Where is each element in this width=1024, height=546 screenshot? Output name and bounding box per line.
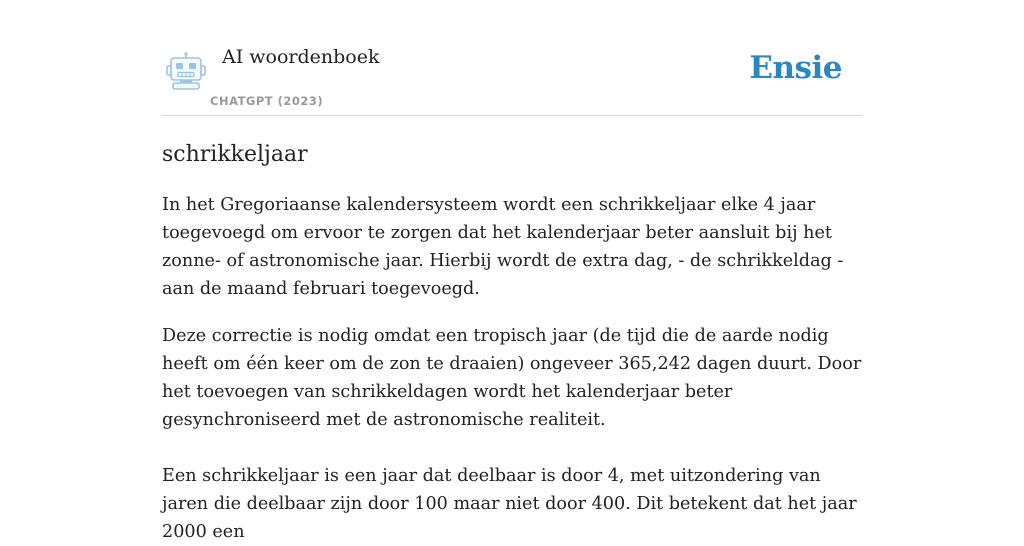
ensie-logo-link[interactable]: Ensie — [749, 50, 842, 86]
definition-paragraph: In het Gregoriaanse kalendersysteem wordt een schrikkeljaar elke 4 jaar toegevoegd om ervoor te zorgen dat het kalenderjaar beter aansluit bij het zonne- of astronomische jaar. Hierbij wordt de extra dag, - de schrikkeldag - aan de maand februari toegevoegd. — [162, 195, 844, 299]
definition-paragraph: Deze correctie is nodig omdat een tropisch jaar (de tijd die de aarde nodig heeft om één keer om de zon te draaien) ongeveer 365,242 dagen duurt. Door het toevoegen van schrikkeldagen wordt het kalenderjaar beter gesynchroniseerd met de astronomische realiteit. — [162, 326, 862, 430]
robot-icon — [166, 52, 206, 90]
header — [162, 0, 862, 116]
entry-definition — [162, 191, 862, 546]
source-name[interactable]: AI woordenboek — [222, 46, 380, 68]
content-container — [162, 0, 862, 546]
source-subtitle: CHATGPT (2023) — [210, 94, 324, 108]
definition-paragraph: Een schrikkeljaar is een jaar dat deelbaar is door 4, met uitzondering van jaren die deelbaar zijn door 100 maar niet door 400. Dit betekent dat het jaar 2000 een — [162, 466, 857, 542]
entry-title: schrikkeljaar — [162, 142, 308, 167]
